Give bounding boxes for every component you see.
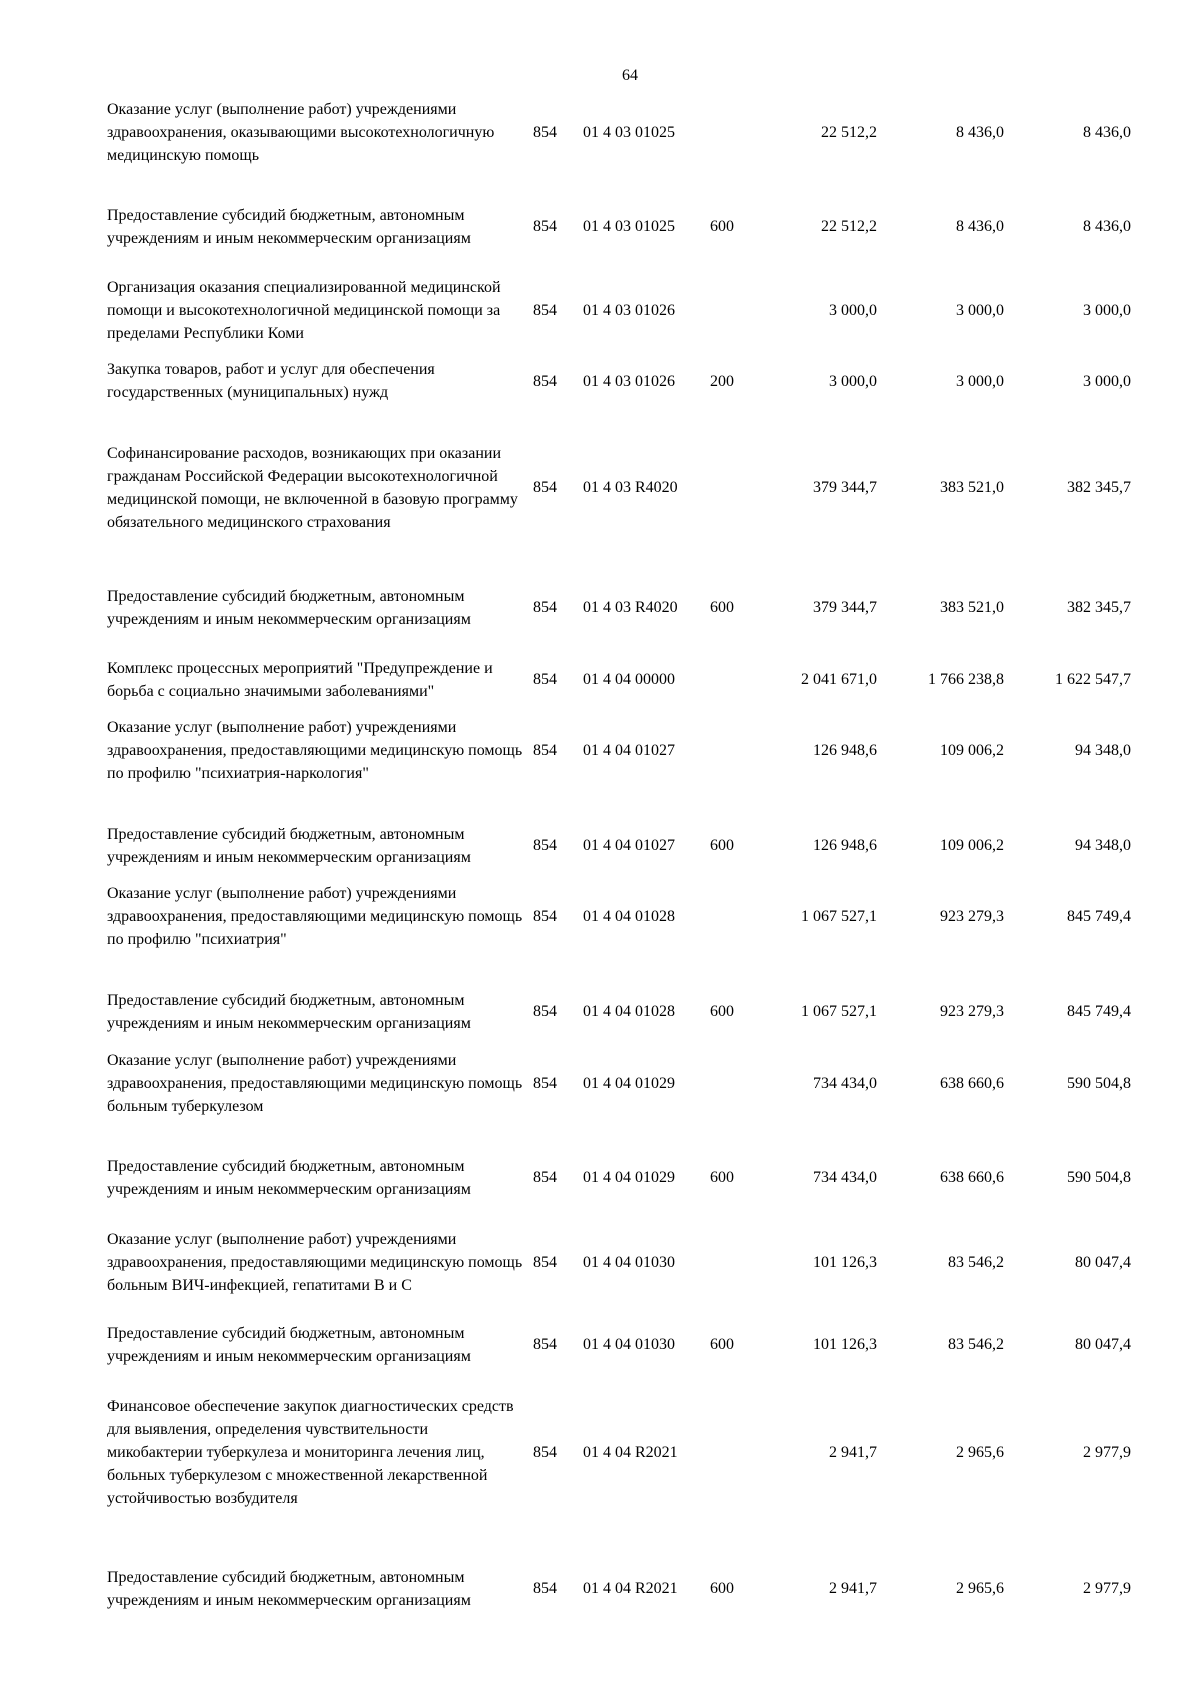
row-amount-year-2: 109 006,2 [940, 837, 1004, 854]
row-department-code: 854 [533, 1169, 557, 1186]
table-row [107, 716, 1137, 785]
row-department-code: 854 [533, 218, 557, 235]
table-row [107, 264, 1137, 356]
row-amount-year-3: 3 000,0 [1083, 372, 1131, 390]
row-department-code: 854 [533, 1336, 557, 1353]
row-expense-type: 200 [710, 372, 734, 390]
row-amount-year-2: 638 660,6 [940, 1169, 1004, 1186]
row-target-article: 01 4 04 01028 [583, 908, 675, 925]
row-amount-year-2: 638 660,6 [940, 1075, 1004, 1092]
table-row [107, 1049, 1137, 1118]
row-amount-year-1: 1 067 527,1 [801, 1003, 877, 1020]
table-row [107, 98, 1137, 167]
row-amount-year-3: 590 504,8 [1067, 1075, 1131, 1092]
row-description: Оказание услуг (выполнение работ) учреждениями здравоохранения, оказывающими высокотехнологичную медицинскую помощь [107, 101, 495, 164]
row-department-code: 854 [533, 599, 557, 616]
row-department-code: 854 [533, 1075, 557, 1092]
row-amount-year-2: 383 521,0 [940, 599, 1004, 616]
row-amount-year-3: 845 749,4 [1067, 1003, 1131, 1020]
row-target-article: 01 4 04 01030 [583, 1253, 675, 1271]
row-amount-year-2: 8 436,0 [956, 124, 1004, 141]
row-department-code: 854 [533, 479, 557, 496]
row-amount-year-3: 3 000,0 [1083, 301, 1131, 319]
row-target-article: 01 4 04 R2021 [583, 1443, 678, 1461]
row-target-article: 01 4 04 00000 [583, 671, 675, 688]
row-amount-year-3: 94 348,0 [1075, 837, 1131, 854]
table-row [107, 1554, 1137, 1623]
row-department-code: 854 [533, 372, 557, 390]
table-row [107, 645, 1137, 714]
row-amount-year-3: 8 436,0 [1083, 124, 1131, 141]
row-amount-year-2: 1 766 238,8 [928, 671, 1004, 688]
row-department-code: 854 [533, 742, 557, 759]
table-row [107, 1143, 1137, 1212]
table-row [107, 811, 1137, 880]
row-amount-year-1: 3 000,0 [829, 301, 877, 319]
row-target-article: 01 4 04 01027 [583, 742, 675, 759]
row-description: Оказание услуг (выполнение работ) учреждениями здравоохранения, предоставляющими медицинскую помощь больным ВИЧ-инфекцией, гепатитами В и С [107, 1230, 523, 1294]
row-amount-year-2: 2 965,6 [956, 1580, 1004, 1597]
row-amount-year-2: 3 000,0 [956, 372, 1004, 390]
row-amount-year-1: 2 041 671,0 [801, 671, 877, 688]
row-department-code: 854 [533, 1253, 557, 1271]
row-amount-year-1: 101 126,3 [813, 1336, 877, 1353]
page-number: 64 [622, 67, 638, 84]
row-expense-type: 600 [710, 218, 734, 235]
table-row [107, 358, 1137, 404]
row-expense-type: 600 [710, 837, 734, 854]
table-row [107, 1310, 1137, 1379]
row-amount-year-1: 22 512,2 [821, 124, 877, 141]
row-description: Софинансирование расходов, возникающих при оказании гражданам Российской Федерации высокотехнологичной медицинской помощи, не включенной в базовую программу обязательного медицинского страхования [107, 444, 518, 531]
row-amount-year-1: 734 434,0 [813, 1169, 877, 1186]
row-department-code: 854 [533, 908, 557, 925]
row-description: Организация оказания специализированной медицинской помощи и высокотехнологичной медицинской помощи за пределами Республики Коми [107, 278, 501, 342]
row-description: Предоставление субсидий бюджетным, автономным учреждениям и иным некоммерческим организациям [107, 1568, 471, 1609]
row-amount-year-1: 379 344,7 [813, 479, 877, 496]
table-row [107, 192, 1137, 261]
table-row [107, 430, 1137, 545]
row-amount-year-2: 83 546,2 [948, 1253, 1004, 1271]
row-expense-type: 600 [710, 1003, 734, 1020]
row-amount-year-2: 8 436,0 [956, 218, 1004, 235]
row-description: Предоставление субсидий бюджетным, автономным учреждениям и иным некоммерческим организациям [107, 206, 471, 247]
row-department-code: 854 [533, 1580, 557, 1597]
row-amount-year-1: 1 067 527,1 [801, 908, 877, 925]
table-row [107, 1216, 1137, 1308]
row-department-code: 854 [533, 301, 557, 319]
row-amount-year-3: 80 047,4 [1075, 1336, 1131, 1353]
row-amount-year-3: 382 345,7 [1067, 479, 1131, 496]
table-row [107, 573, 1137, 642]
row-expense-type: 600 [710, 1580, 734, 1597]
row-amount-year-2: 109 006,2 [940, 742, 1004, 759]
row-description: Предоставление субсидий бюджетным, автономным учреждениям и иным некоммерческим организациям [107, 825, 471, 866]
row-description: Предоставление субсидий бюджетным, автономным учреждениям и иным некоммерческим организациям [107, 991, 471, 1032]
row-target-article: 01 4 03 01025 [583, 124, 675, 141]
row-expense-type: 600 [710, 599, 734, 616]
table-row [107, 1383, 1137, 1521]
row-amount-year-1: 2 941,7 [829, 1580, 877, 1597]
row-description: Оказание услуг (выполнение работ) учреждениями здравоохранения, предоставляющими медицинскую помощь больным туберкулезом [107, 1052, 523, 1115]
row-department-code: 854 [533, 1003, 557, 1020]
row-target-article: 01 4 04 R2021 [583, 1580, 678, 1597]
row-amount-year-2: 923 279,3 [940, 908, 1004, 925]
row-description: Финансовое обеспечение закупок диагностических средств для выявления, определения чувствительности микобактерии туберкулеза и мониторинга лечения лиц, больных туберкулезом с множественной лекарственной устойчивостью возбудителя [107, 1397, 514, 1507]
table-row [107, 882, 1137, 951]
row-expense-type: 600 [710, 1169, 734, 1186]
row-department-code: 854 [533, 1443, 557, 1461]
row-amount-year-2: 383 521,0 [940, 479, 1004, 496]
row-description: Закупка товаров, работ и услуг для обеспечения государственных (муниципальных) нужд [107, 361, 435, 401]
row-amount-year-3: 2 977,9 [1083, 1580, 1131, 1597]
row-amount-year-1: 126 948,6 [813, 742, 877, 759]
row-department-code: 854 [533, 671, 557, 688]
row-amount-year-2: 83 546,2 [948, 1336, 1004, 1353]
row-amount-year-3: 8 436,0 [1083, 218, 1131, 235]
row-amount-year-2: 923 279,3 [940, 1003, 1004, 1020]
row-target-article: 01 4 04 01030 [583, 1336, 675, 1353]
row-target-article: 01 4 04 01029 [583, 1075, 675, 1092]
row-amount-year-3: 382 345,7 [1067, 599, 1131, 616]
row-amount-year-3: 80 047,4 [1075, 1253, 1131, 1271]
row-target-article: 01 4 04 01029 [583, 1169, 675, 1186]
row-description: Предоставление субсидий бюджетным, автономным учреждениям и иным некоммерческим организациям [107, 1157, 471, 1198]
row-amount-year-1: 734 434,0 [813, 1075, 877, 1092]
row-amount-year-1: 22 512,2 [821, 218, 877, 235]
row-amount-year-1: 101 126,3 [813, 1253, 877, 1271]
row-amount-year-3: 1 622 547,7 [1055, 671, 1131, 688]
row-description: Оказание услуг (выполнение работ) учреждениями здравоохранения, предоставляющими медицинскую помощь по профилю "психиатрия" [107, 885, 523, 948]
row-department-code: 854 [533, 124, 557, 141]
row-target-article: 01 4 03 01025 [583, 218, 675, 235]
row-amount-year-3: 94 348,0 [1075, 742, 1131, 759]
row-target-article: 01 4 03 01026 [583, 372, 675, 390]
row-description: Комплекс процессных мероприятий "Предупреждение и борьба с социально значимыми заболеваниями" [107, 659, 493, 700]
row-target-article: 01 4 04 01027 [583, 837, 675, 854]
row-description: Предоставление субсидий бюджетным, автономным учреждениям и иным некоммерческим организациям [107, 587, 471, 628]
row-description: Оказание услуг (выполнение работ) учреждениями здравоохранения, предоставляющими медицинскую помощь по профилю "психиатрия-наркология" [107, 719, 523, 782]
row-description: Предоставление субсидий бюджетным, автономным учреждениям и иным некоммерческим организациям [107, 1324, 471, 1365]
row-amount-year-3: 845 749,4 [1067, 908, 1131, 925]
row-amount-year-3: 2 977,9 [1083, 1443, 1131, 1461]
row-amount-year-1: 2 941,7 [829, 1443, 877, 1461]
row-amount-year-1: 126 948,6 [813, 837, 877, 854]
row-target-article: 01 4 03 R4020 [583, 479, 678, 496]
row-amount-year-1: 3 000,0 [829, 372, 877, 390]
row-amount-year-3: 590 504,8 [1067, 1169, 1131, 1186]
row-target-article: 01 4 03 R4020 [583, 599, 678, 616]
row-department-code: 854 [533, 837, 557, 854]
row-amount-year-1: 379 344,7 [813, 599, 877, 616]
row-amount-year-2: 3 000,0 [956, 301, 1004, 319]
row-target-article: 01 4 03 01026 [583, 301, 675, 319]
table-row [107, 977, 1137, 1046]
row-amount-year-2: 2 965,6 [956, 1443, 1004, 1461]
row-target-article: 01 4 04 01028 [583, 1003, 675, 1020]
row-expense-type: 600 [710, 1336, 734, 1353]
